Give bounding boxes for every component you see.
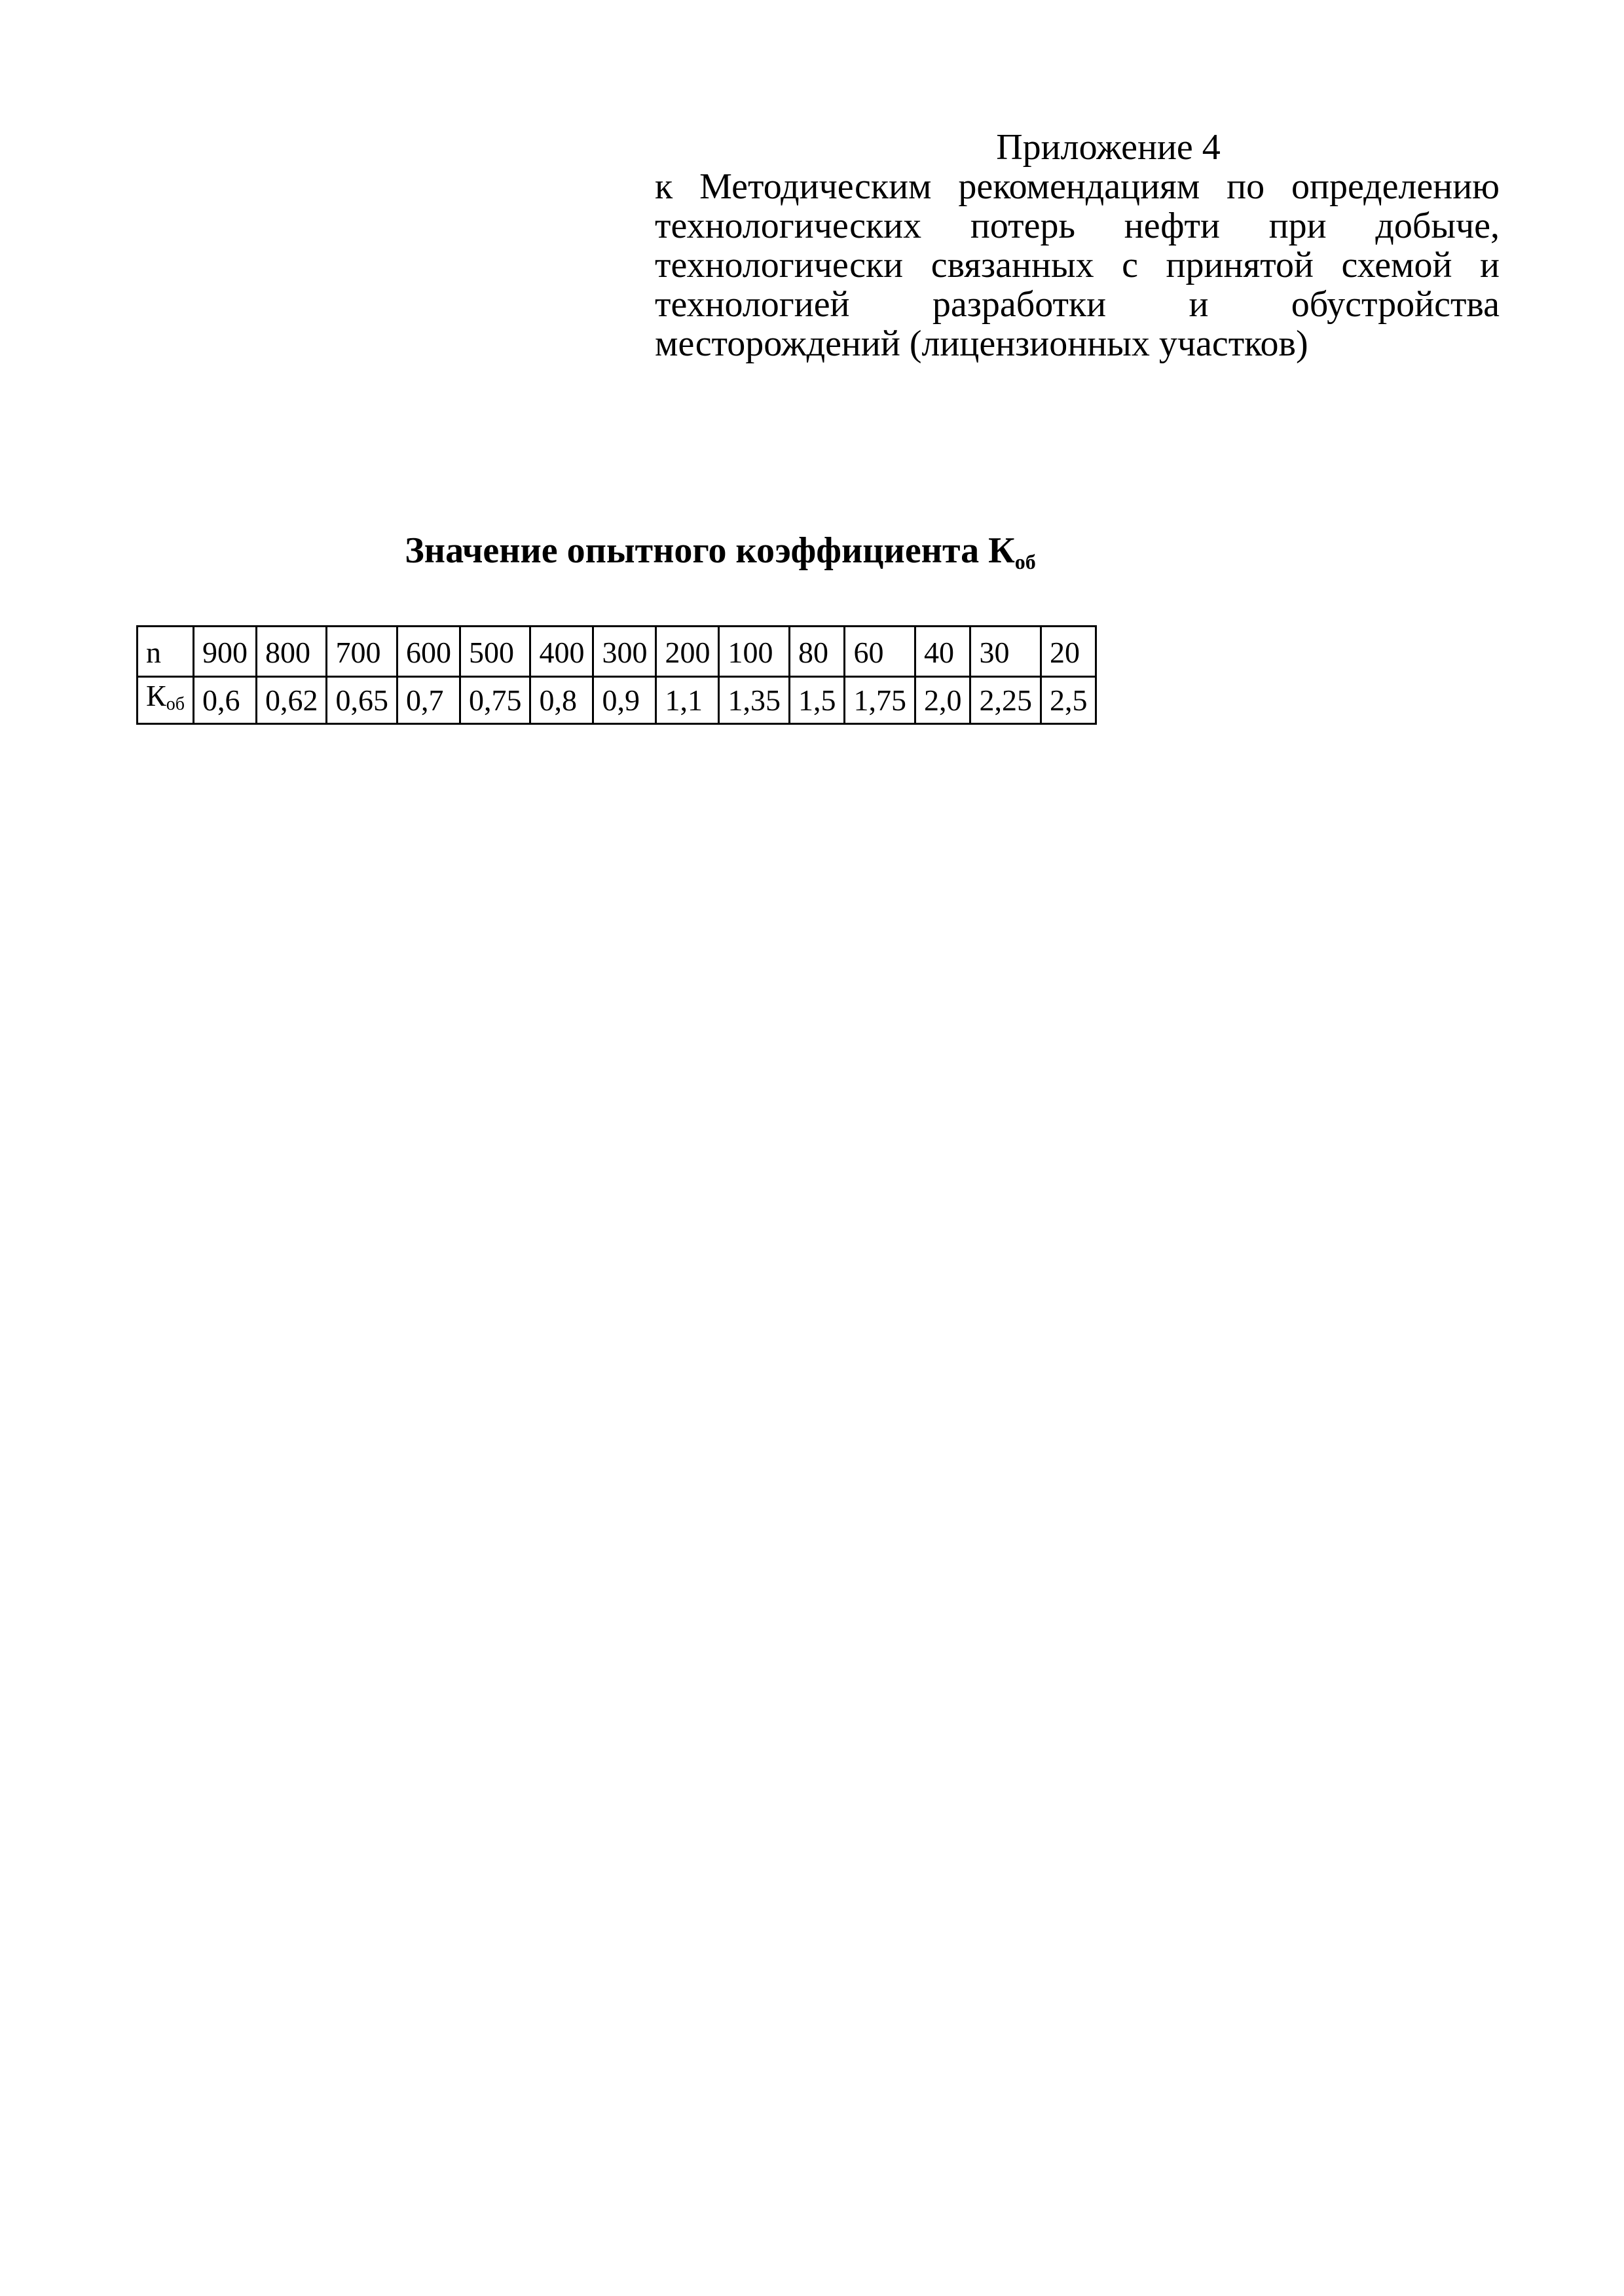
- table-cell: 1,1: [656, 677, 719, 724]
- table-cell: 60: [845, 627, 915, 677]
- table-cell: 0,9: [593, 677, 656, 724]
- appendix-reference: [655, 128, 1500, 363]
- table-cell: 20: [1041, 627, 1096, 677]
- table-title-text: Значение опытного коэффициента К: [405, 530, 1015, 571]
- table-title: [0, 529, 1441, 583]
- appendix-heading: Приложение 4: [996, 127, 1221, 168]
- table-cell: 40: [915, 627, 970, 677]
- table-cell: 30: [970, 627, 1041, 677]
- table-cell: 1,35: [719, 677, 790, 724]
- row-label-k: [138, 677, 194, 724]
- table-cell: 0,8: [530, 677, 593, 724]
- table-cell: 0,65: [327, 677, 397, 724]
- row-label-n: n: [138, 627, 194, 677]
- table-cell: 500: [460, 627, 530, 677]
- table-cell: 300: [593, 627, 656, 677]
- row-label-k-main: К: [146, 679, 166, 712]
- table-cell: 400: [530, 627, 593, 677]
- table-cell: 200: [656, 627, 719, 677]
- table-cell: 700: [327, 627, 397, 677]
- appendix-description: к Методическим рекомендациям по определению технологических потерь нефти при добыче, технологически связанных с принятой схемой и технологией разработки и обустройства месторождений (лицензионных участков): [655, 166, 1500, 364]
- table-title-subscript: об: [1014, 550, 1036, 574]
- table-cell: 0,6: [193, 677, 256, 724]
- table-cell: 2,0: [915, 677, 970, 724]
- table-cell: 900: [193, 627, 256, 677]
- table-cell: 2,25: [970, 677, 1041, 724]
- coefficient-table: [136, 625, 1097, 725]
- table-cell: 80: [789, 627, 845, 677]
- table-cell: 0,75: [460, 677, 530, 724]
- table-row-k: [138, 677, 1096, 724]
- table-cell: 800: [256, 627, 327, 677]
- row-label-k-subscript: об: [166, 694, 185, 714]
- table-cell: 0,7: [397, 677, 460, 724]
- table-cell: 1,75: [845, 677, 915, 724]
- table-row-n: [138, 627, 1096, 677]
- table-cell: 1,5: [789, 677, 845, 724]
- table-cell: 0,62: [256, 677, 327, 724]
- table-cell: 600: [397, 627, 460, 677]
- table-cell: 2,5: [1041, 677, 1096, 724]
- table-cell: 100: [719, 627, 790, 677]
